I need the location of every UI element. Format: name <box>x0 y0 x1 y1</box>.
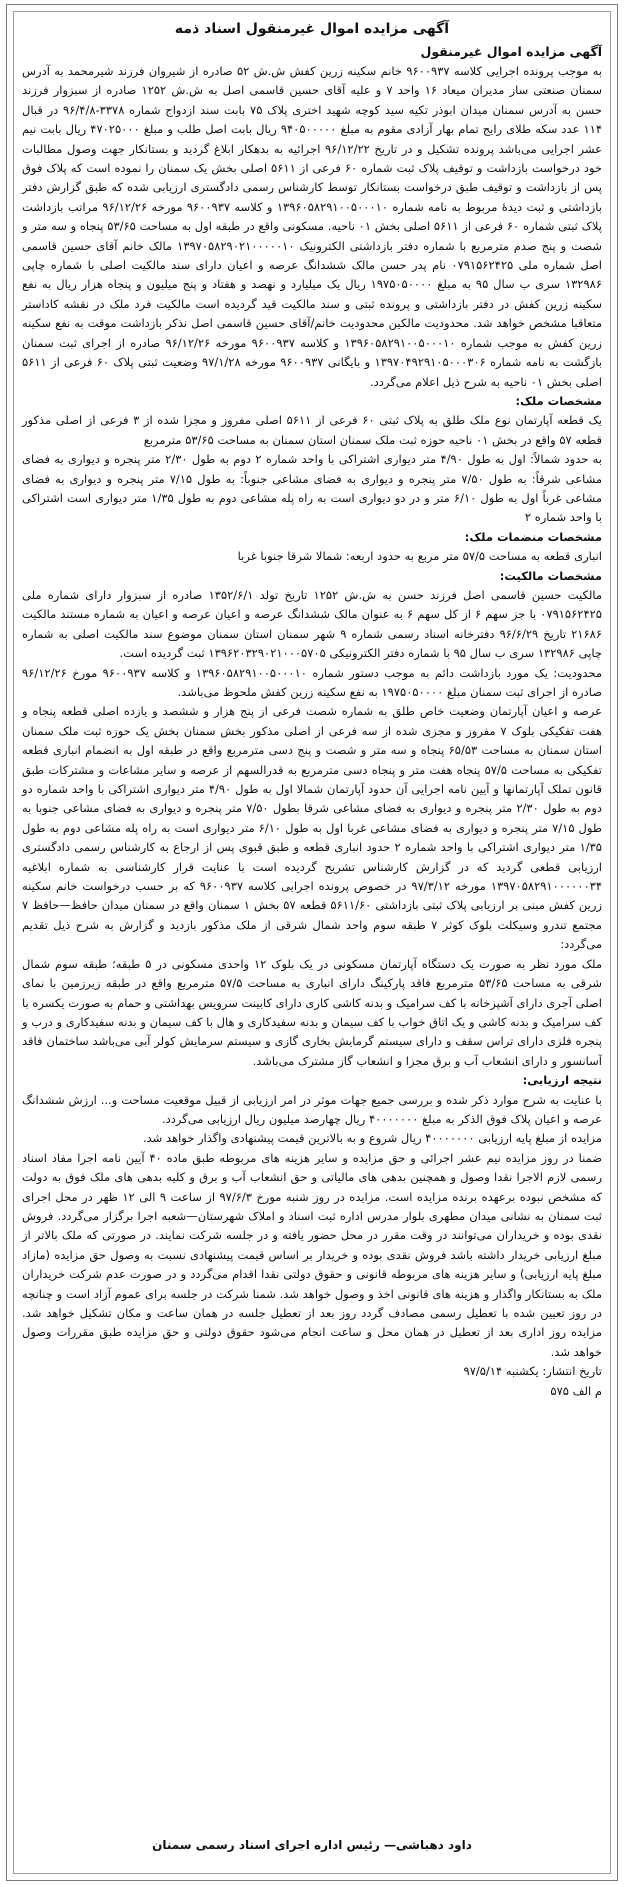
result-paragraph: با عنایت به شرح موارد ذکر شده و بررسی جمیع جهات موثر در امر ارزیابی از قبیل موقعیت مساحت و... ارزش ششدانگ عرصه و اعیان پلاک فوق الذکر به مبلغ ۴۰۰۰۰۰۰۰ ریال چهارصد میلیون ریال ارزیابی می‌گردد. <box>22 1092 602 1126</box>
restriction-paragraph: محدودیت: یک مورد بازداشت دائم به موجب دستور شماره ۱۳۹۶۰۵۸۲۹۱۰۰۵۰۰۰۱۰ و کلاسه ۹۶۰۰۹۳۷ مورخ ۹۶/۱۲/۲۶ صادره از اجرای ثبت سمنان مبلغ ۱۹۷۵۰۵۰۰۰۰ به نفع سکینه زرین کفش ملحوظ می‌باشد. <box>22 665 602 699</box>
subject-paragraph: ملک مورد نظر به صورت یک دستگاه آپارتمان مسکونی در یک بلوک ۱۲ واحدی مسکونی در ۵ طبقه؛ طبقه سوم شمال شرقی به مساحت ۵۳/۶۵ مترمربع فاقد پارکینگ دارای انباری به مساحت ۵۷/۵ مترمربع واقع در طبقه زیرزمین با نمای اصلی آجری دارای آشپزخانه با کف سرامیک و بدنه کاشی کاری دارای کابینت سرویس بهداشتی و حمام به صورت یکسره با کف سرامیک و بدنه کاشی و یک اتاق خواب با کف سیمان و بدنه سفیدکاری و هال با کف سیمان و بدنه سفیدکاری و درب و پنجره فلزی دارای تراس سقف و دارای سیستم گرمایش بخاری گازی و سیستم سرمایش کولر آبی می‌باشد ساختمان فاقد آسانسور و دارای انشعاب آب و برق مجزا و انشعاب گاز مشترک می‌باشد. <box>22 956 602 1068</box>
notice-frame <box>6 4 618 1881</box>
annex-heading: مشخصات منضمات ملک: <box>464 529 602 544</box>
notice-body <box>13 11 611 1874</box>
terms-paragraph: ضمنا در روز مزایده نیم عشر اجرائی و حق مزایده و سایر هزینه های مربوطه طبق ماده ۴۰ آیین نامه اجرا مفاد اسناد رسمی لازم الاجرا نقدا وصول و همچنین بدهی های مالیاتی و حق انشعاب آب و برق و کلیه بدهی های ملک فوق به دولت که مشخص نبوده برعهده برنده مزایده است. مزایده در روز شنبه مورخ ۹۷/۶/۳ از ساعت ۹ الی ۱۲ ظهر در محل اجرای ثبت سمنان به نشانی میدان مطهری بلوار مدرس اداره ثبت اسناد و املاک شهرستان—شعبه اجرا برگزار می‌گردد. فروش نقدی بوده و خریداران می‌توانند در وقت مقرر در محل حضور یافته و در جلسه شرکت نمایند. در صورتی که ملک بالاتر از مبلغ ارزیابی خریدار داشته باشد فروش نقدی بوده و خریدار بر اساس قیمت پیشنهادی نسبت به وصول حق مزایده (مازاد مبلغ پایه ارزیابی) و سایر هزینه های مربوطه قانونی و حقوق دولتی نقدا اقدام می‌گردد و در صورت عدم شرکت خریداران ملک به بستانکار واگذار و هزینه های قانونی اخذ و وصول خواهد شد. شمنا شرکت در جلسه برای عموم آزاد است و چنانچه در روز تعیین شده با تعطیل رسمی مصادف گردد روز بعد از تعطیل جلسه در همان ساعت و مکان تشکیل خواهد شد. مزایده روز اداری بعد از تعطیل در همان محل و ساعت انجام می‌شود حقوق دولتی و حق مزایده طبق مقررات وصول خواهد شد. <box>22 1150 602 1359</box>
owner-paragraph: مالکیت حسین قاسمی اصل فرزند حسن به ش.ش ۱۲۵۲ تاریخ تولد ۱۳۵۲/۶/۱ صادره از سبزوار دارای شماره ملی ۰۷۹۱۵۶۲۴۲۵ با جز سهم ۶ از کل سهم ۶ به عنوان مالک ششدانگ عرصه و اعیان عرصه و اعیان به شماره مستند مالکیت ۲۱۶۸۶ تاریخ ۹۶/۶/۲۹ دفترخانه اسناد رسمی شماره ۹ شهر سمنان استان سمنان موضوع سند مالکیت اصلی به شماره چاپی ۱۳۲۹۸۶ سری ب سال ۹۵ با شماره دفتر الکترونیکی ۱۳۹۶۲۰۳۲۹۰۲۱۰۰۰۵۷۰۵ ثبت گردیده است. <box>22 587 602 661</box>
intro-paragraph: به موجب پرونده اجرایی کلاسه ۹۶۰۰۹۳۷ خانم سکینه زرین کفش ش.ش ۵۲ صادره از شیروان فرزند شیرمحمد به آدرس سمنان صنعتی ساز مدیران میعاد ۱۶ واحد ۷ و علیه آقای حسین قاسمی اصل به ش.ش ۱۲۵۲ صادره از سبزوار فرزند حسن به آدرس سمنان میدان ابوذر تکیه سید کوچه شهید اختری پلاک ۷۵ بابت سند ازدواج شماره ۳۳۷۸-۹۶/۴/۸ در قبال ۱۱۴ عدد سکه طلای رایج تمام بهار آزادی مقوم به مبلغ ۹۴۰۵۰۰۰۰۰ ریال بابت اصل طلب و مبلغ ۴۷۰۲۵۰۰۰ ریال بابت نیم عشر اجرایی می‌باشد پرونده تشکیل و در تاریخ ۹۶/۱۲/۲۲ اجرائیه به بدهکار ابلاغ گردید و بستانکار جهت وصول مطالبات خود درخواست بازداشت و توقیف پلاک ثبت شماره ۶۰ فرعی از ۵۶۱۱ اصلی بخش یک سمنان را نموده است که پلاک فوق پس از بازداشت و توقیف طبق درخواست بستانکار توسط کارشناس رسمی دادگستری ارزیابی شده که طبق گزارش دفتر بازداشتی و ثبت دیدهٔ مربوط به نامه شماره ۱۳۹۶۰۵۸۲۹۱۰۰۵۰۰۰۱۰ و کلاسه ۹۶۰۰۹۳۷ مورخه ۹۶/۱۲/۲۶ مراتب بازداشت پلاک ثبتی شماره ۶۰ فرعی از ۵۶۱۱ اصلی بخش ۰۱ ناحیه. مسکونی واقع در طبقه اول به مساحت ۵۳/۶۵ پنجاه و سه متر و شصت و پنج صدم مترمربع با شماره دفتر بازداشتی الکترونیک ۱۳۹۷۰۵۸۲۹۰۲۱۰۰۰۰۰۱۰ مالک خانم آقای حسین قاسمی اصل شماره ملی ۰۷۹۱۵۶۲۴۲۵ نام پدر حسن مالک ششدانگ عرصه و اعیان دارای سند مالکیت اصلی با شماره چاپی ۱۳۲۹۸۶ سری ب سال ۹۵ به مبلغ ۱۹۷۵۰۵۰۰۰۰ ریال یک میلیارد و نهصد و هفتاد و پنج میلیون و پنجاه هزار ریال به نفع سکینه زرین کفش در دفتر بازداشتی و پرونده ثبتی و سند مالکیت قید گردیده است مالکیت فرد ملک در نقشه کاداستر متعاقبا مشخص خواهد شد. محدودیت مالکین محدودیت خانم/آقای حسین قاسمی اصل نذکر بازداشت موقت به نفع سکینه زرین کفش به موجب شماره ۱۳۹۶۰۵۸۲۹۱۰۰۵۰۰۰۱۰ و کلاسه ۹۶۰۰۹۳۷ مورخه ۹۶/۱۲/۲۶ صادره از اجرای ثبت سمنان بازگشت به نامه شماره ۱۳۹۷۰۴۹۲۹۱۰۵۰۰۰۳۰۶ و بایگانی ۹۶۰۰۹۳۷ مورخه ۹۷/۱/۲۸ وضعیت ثبتی پلاک ۶۰ فرعی از ۵۶۱۱ اصلی بخش ۰۱ ناحیه به شرح ذیل اعلام می‌گردد. <box>22 64 603 389</box>
owner-heading: مشخصات مالکیت: <box>499 568 602 583</box>
specs-heading: مشخصات ملک: <box>515 393 602 408</box>
notice-title: آگهی مزایده اموال غیرمنقول اسناد ذمه <box>174 21 450 37</box>
result-heading: نتیجه ارزیابی: <box>522 1073 602 1088</box>
notice-subtitle: آگهی مزایده اموال غیرمنقول <box>420 44 602 59</box>
specs-paragraph: یک قطعه آپارتمان نوع ملک طلق به پلاک ثبتی ۶۰ فرعی از ۵۶۱۱ اصلی مفروز و مجزا شده از ۳ فرعی از اصلی مذکور قطعه ۵۷ واقع در بخش ۰۱ ناحیه حوزه ثبت ملک سمنان استان سمنان به مساحت ۵۳/۶۵ مترمربع <box>22 413 602 447</box>
publish-date: تاریخ انتشار: یکشنبه ۹۷/۵/۱۴ <box>463 1364 602 1379</box>
description-paragraph: عرصه و اعیان آپارتمان وضعیت خاص طلق به شماره شصت فرعی از پنج هزار و ششصد و یازده اصلی قطعه پنجاه و هفت تفکیکی بلوک ۷ مفروز و مجزی شده از سه فرعی از اصلی مذکور بخش سمنان بخش یک حوزه ثبت ملک سمنان استان سمنان به مساحت ۶۵/۵۳ پنجاه و سه متر و شصت و پنج دسی مترمربع واقع در طبقه اول به انضمام انباری قطعه تفکیکی به مساحت ۵۷/۵ پنجاه هفت متر و پنجاه دسی مترمربع به قدرالسهم از عرصه و سایر مشاعات و مشترکات طبق قانون تملک آپارتمانها و آیین نامه اجرایی آن حدود آپارتمان شمالا اول به طول ۴/۹۰ متر دیواری اشتراکی با واحد شماره دو دوم به طول ۲/۳۰ متر پنجره و دیواری به فضای مشاعی شرقا بطول ۷/۵۰ متر پنجره و دیواری به فضای مشاعی جنوبا به طول ۷/۱۵ متر پنجره و دیواری به فضای مشاعی غربا اول به طول ۶/۱۰ متر دیواری است به راه پله مشاعی دوم به طول ۱/۳۵ متر دیواری اشتراکی با واحد شماره ۲ حدود انباری قطعه و طبق قبوی پس از ارجاع به کارشناس رسمی دادگستری ارزیابی قطعی گردید که در گزارش کارشناس تشریح گردیده است با عنایت قرار کارشناسی به شماره ابلاغیه ۱۳۹۷۰۵۸۲۹۱۰۰۰۰۰۰۳۴ مورخه ۹۷/۳/۱۲ در خصوص پرونده اجرایی کلاسه ۹۶۰۰۹۳۷ که بر حسب درخواست خانم سکینه زرین کفش مبنی بر ارزیابی پلاک ثبتی بازداشتی ۵۶۱۱/۶۰ قطعه ۵۷ بخش ۱ سمنان واقع در سمنان میدان حافظ—حافظ ۷ مجتمع تندرو وسیکلت بلوک کوثر ۷ طبقه سوم واحد شمال شرقی از ملک مذکور بازدید و گزارش به شرح ذیل تقدیم می‌گردد: <box>22 704 603 952</box>
bid-paragraph: مزایده از مبلغ پایه ارزیابی ۴۰۰۰۰۰۰۰ ریال شروع و به بالاترین قیمت پیشنهادی واگذار خواهد شد. <box>142 1131 602 1146</box>
bounds-paragraph: به حدود شمالاً: اول به طول ۴/۹۰ متر دیواری اشتراکی با واحد شماره ۲ دوم به طول ۲/۳۰ متر پنجره و دیواری به فضای مشاعی شرقاً: به طول ۷/۵۰ متر پنجره و دیواری به فضای مشاعی جنوباً: به طول ۷/۱۵ متر پنجره و دیواری به فضای مشاعی غرباً اول به طول ۶/۱۰ متر و در دو دیواری است به راه پله مشاعی دوم به طول ۱/۳۵ متر دیواری است اشتراکی با واحد شماره ۲ <box>22 452 603 525</box>
signature-line: داود دهباشی— رئیس اداره اجرای اسناد رسمی سمنان <box>152 1838 472 1852</box>
reference-code: م الف ۵۷۵ <box>550 1383 602 1398</box>
annex-paragraph: انباری قطعه به مساحت ۵۷/۵ متر مربع به حدود اربعه: شمالا شرقا جنوبا غربا <box>237 549 602 564</box>
